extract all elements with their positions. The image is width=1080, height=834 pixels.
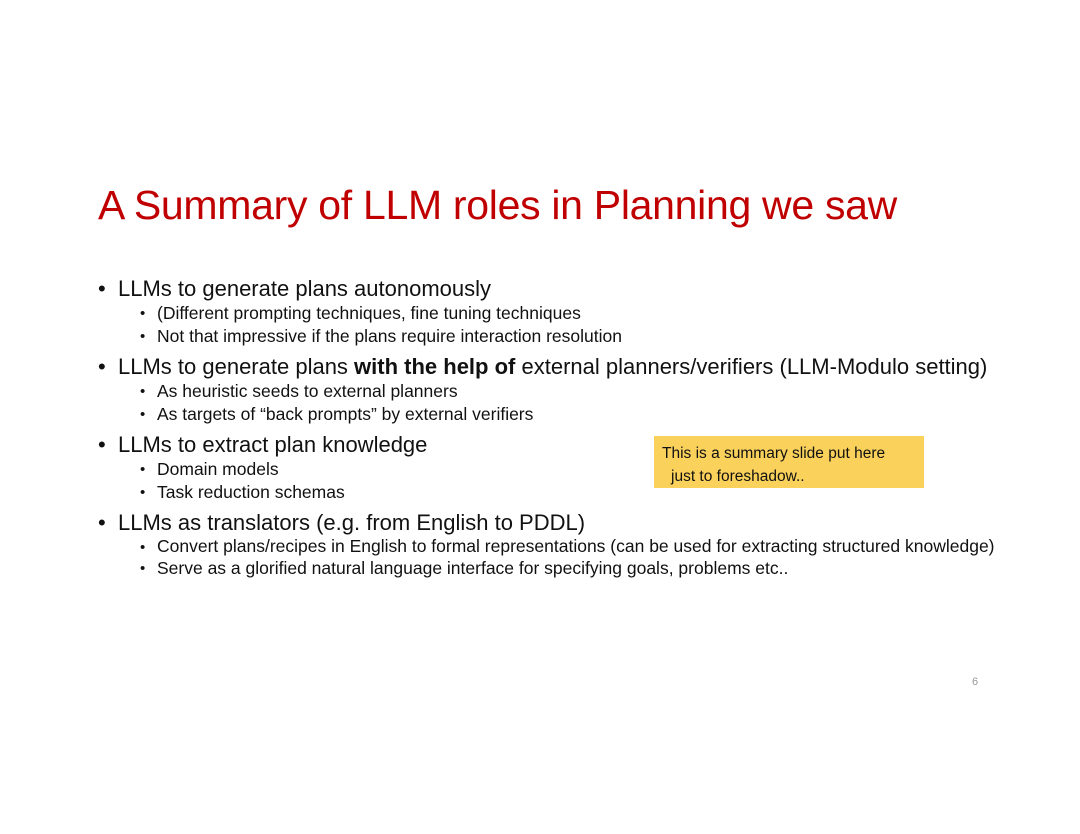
sub-bullet-list [118, 538, 998, 578]
sub-bullet-text: As heuristic seeds to external planners [157, 381, 458, 401]
slide-title: A Summary of LLM roles in Planning we saw [98, 182, 897, 228]
sub-bullet-text: (Different prompting techniques, fine tuning techniques [157, 303, 581, 323]
sub-bullet-dot-icon: • [140, 461, 146, 478]
bullet-text: LLMs to extract plan knowledge [118, 432, 428, 457]
sub-bullet-dot-icon: • [140, 560, 146, 577]
bullet-text-part: external planners/verifiers (LLM-Modulo setting) [515, 354, 988, 379]
bullet-dot-icon: • [98, 354, 106, 379]
sub-bullet-item [118, 538, 998, 555]
bullet-text-part: LLMs to generate plans [118, 354, 355, 379]
sticky-note [654, 436, 924, 488]
note-line: This is a summary slide put here [662, 445, 886, 462]
sub-bullet-dot-icon: • [140, 305, 146, 322]
bullet-text [118, 356, 998, 378]
sub-bullet-dot-icon: • [140, 539, 146, 556]
bullet-item [98, 356, 998, 424]
sub-bullet-text: As targets of “back prompts” by external verifiers [157, 404, 534, 424]
sub-bullet-item [118, 304, 998, 323]
note-line: just to foreshadow.. [671, 468, 805, 485]
sub-bullet-text: Serve as a glorified natural language interface for specifying goals, problems etc.. [157, 558, 789, 578]
page-number: 6 [972, 676, 979, 688]
bullet-text-bold: with the help of [354, 354, 516, 379]
sub-bullet-item [118, 327, 998, 346]
sub-bullet-dot-icon: • [140, 383, 146, 400]
sub-bullet-text: Domain models [157, 459, 279, 479]
sub-bullet-item [118, 382, 998, 401]
bullet-item [98, 278, 998, 346]
bullet-dot-icon: • [98, 510, 106, 535]
sub-bullet-item [118, 559, 998, 578]
bullet-text: LLMs as translators (e.g. from English to PDDL) [118, 510, 586, 535]
sub-bullet-item [118, 405, 998, 424]
sub-bullet-dot-icon: • [140, 406, 146, 423]
sub-bullet-text: Task reduction schemas [157, 482, 345, 502]
sub-bullet-list [118, 382, 998, 424]
bullet-text: LLMs to generate plans autonomously [118, 276, 492, 301]
sub-bullet-text: Convert plans/recipes in English to formal representations (can be used for extracting structured knowledge) [157, 536, 995, 556]
bullet-dot-icon: • [98, 432, 106, 457]
bullet-list [98, 278, 998, 578]
bullet-item [98, 512, 998, 578]
sub-bullet-list [118, 304, 998, 346]
bullet-dot-icon: • [98, 276, 106, 301]
sub-bullet-dot-icon: • [140, 484, 146, 501]
sub-bullet-text: Not that impressive if the plans require interaction resolution [157, 326, 622, 346]
sub-bullet-dot-icon: • [140, 328, 146, 345]
